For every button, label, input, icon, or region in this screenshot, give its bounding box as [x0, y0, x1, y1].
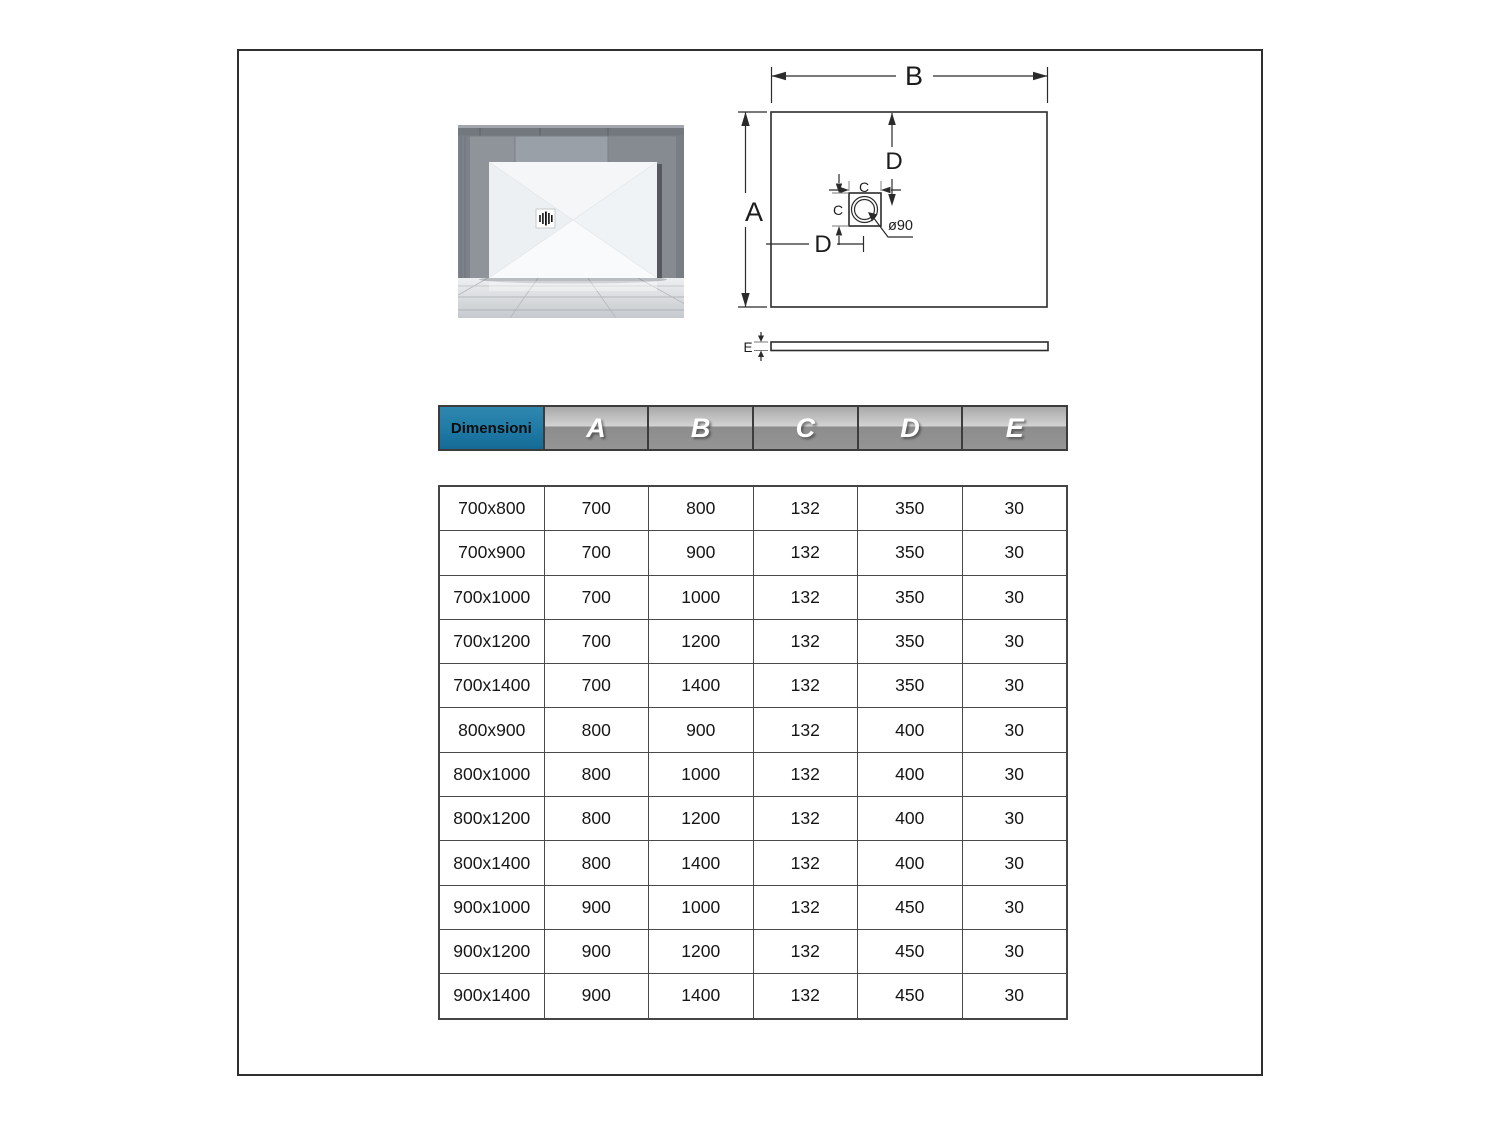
table-row [440, 885, 1066, 929]
cell-a: 800 [544, 753, 649, 796]
cell-c: 132 [753, 886, 858, 929]
cell-e: 30 [962, 576, 1067, 619]
cell-b: 1000 [648, 576, 753, 619]
cell-e: 30 [962, 930, 1067, 973]
cell-d: 350 [857, 487, 962, 530]
cell-c: 132 [753, 576, 858, 619]
table-row [440, 619, 1066, 663]
cell-d: 350 [857, 576, 962, 619]
cell-c: 132 [753, 841, 858, 884]
label-C-left: C [832, 202, 844, 218]
tiled-floor [458, 276, 684, 319]
cell-c: 132 [753, 753, 858, 796]
header-col-e: E [961, 407, 1066, 449]
cell-c: 132 [753, 487, 858, 530]
dimensions-table [438, 485, 1068, 1020]
cell-e: 30 [962, 664, 1067, 707]
cell-c: 132 [753, 620, 858, 663]
cell-b: 1200 [648, 620, 753, 663]
cell-size: 700x900 [458, 542, 526, 563]
cell-c: 132 [753, 797, 858, 840]
table-row [440, 796, 1066, 840]
header-col-a: A [543, 407, 648, 449]
cell-size: 700x1000 [453, 586, 531, 607]
table-row [440, 487, 1066, 530]
table-row [440, 973, 1066, 1017]
cell-c: 132 [753, 708, 858, 751]
cell-e: 30 [962, 886, 1067, 929]
cell-d: 450 [857, 886, 962, 929]
cell-d: 450 [857, 974, 962, 1017]
cell-b: 1000 [648, 753, 753, 796]
dimension-B [772, 61, 1048, 103]
cell-size: 700x1200 [453, 631, 531, 652]
table-row [440, 929, 1066, 973]
cell-a: 700 [544, 576, 649, 619]
side-view [743, 332, 1048, 361]
cell-size: 700x800 [458, 498, 526, 519]
label-drain-diameter: ø90 [888, 218, 913, 234]
cell-size: 800x1400 [453, 852, 531, 873]
cell-d: 450 [857, 930, 962, 973]
cell-size: 800x1000 [453, 763, 531, 784]
cell-d: 400 [857, 708, 962, 751]
label-D-horizontal: D [814, 231, 832, 258]
cell-size: 900x1400 [453, 985, 531, 1006]
cell-c: 132 [753, 664, 858, 707]
cell-e: 30 [962, 531, 1067, 574]
cell-a: 800 [544, 797, 649, 840]
cell-e: 30 [962, 974, 1067, 1017]
cell-b: 900 [648, 531, 753, 574]
cell-size: 800x900 [458, 719, 526, 740]
cell-b: 1400 [648, 664, 753, 707]
dimension-diagram [730, 55, 1070, 365]
cell-a: 800 [544, 708, 649, 751]
shower-tray [489, 162, 662, 278]
product-photo [458, 125, 684, 318]
drain-icon [536, 209, 555, 228]
cell-e: 30 [962, 753, 1067, 796]
cell-a: 900 [544, 886, 649, 929]
cell-size: 700x1400 [453, 675, 531, 696]
table-row [440, 663, 1066, 707]
cell-a: 900 [544, 930, 649, 973]
cell-size: 900x1000 [453, 896, 531, 917]
cell-e: 30 [962, 841, 1067, 884]
cell-e: 30 [962, 620, 1067, 663]
label-A: A [744, 197, 764, 227]
cell-size: 900x1200 [453, 941, 531, 962]
dimension-A [738, 112, 767, 307]
cell-size: 800x1200 [453, 808, 531, 829]
cell-c: 132 [753, 531, 858, 574]
table-row [440, 575, 1066, 619]
table-row [440, 840, 1066, 884]
label-D-vertical: D [885, 148, 903, 175]
cell-d: 350 [857, 620, 962, 663]
cell-a: 800 [544, 841, 649, 884]
cell-d: 350 [857, 664, 962, 707]
table-row [440, 752, 1066, 796]
cell-a: 700 [544, 487, 649, 530]
cell-d: 400 [857, 841, 962, 884]
cell-a: 700 [544, 664, 649, 707]
label-C-top: C [858, 179, 870, 195]
cell-d: 400 [857, 797, 962, 840]
plan-view-outline [771, 112, 1047, 307]
header-col-d: D [857, 407, 962, 449]
cell-a: 700 [544, 620, 649, 663]
cell-e: 30 [962, 797, 1067, 840]
cell-d: 400 [857, 753, 962, 796]
cell-a: 700 [544, 531, 649, 574]
header-col-c: C [752, 407, 857, 449]
cell-b: 1200 [648, 930, 753, 973]
cell-b: 800 [648, 487, 753, 530]
cell-b: 1400 [648, 841, 753, 884]
header-dimensioni: Dimensioni [440, 407, 543, 449]
table-row [440, 530, 1066, 574]
cell-b: 1200 [648, 797, 753, 840]
table-header [438, 405, 1068, 451]
cell-c: 132 [753, 930, 858, 973]
cell-e: 30 [962, 708, 1067, 751]
cell-d: 350 [857, 531, 962, 574]
cell-c: 132 [753, 974, 858, 1017]
cell-b: 1400 [648, 974, 753, 1017]
header-col-b: B [647, 407, 752, 449]
cell-b: 900 [648, 708, 753, 751]
cell-a: 900 [544, 974, 649, 1017]
label-E: E [743, 340, 753, 355]
table-row [440, 707, 1066, 751]
cell-b: 1000 [648, 886, 753, 929]
label-B: B [904, 61, 924, 91]
cell-e: 30 [962, 487, 1067, 530]
